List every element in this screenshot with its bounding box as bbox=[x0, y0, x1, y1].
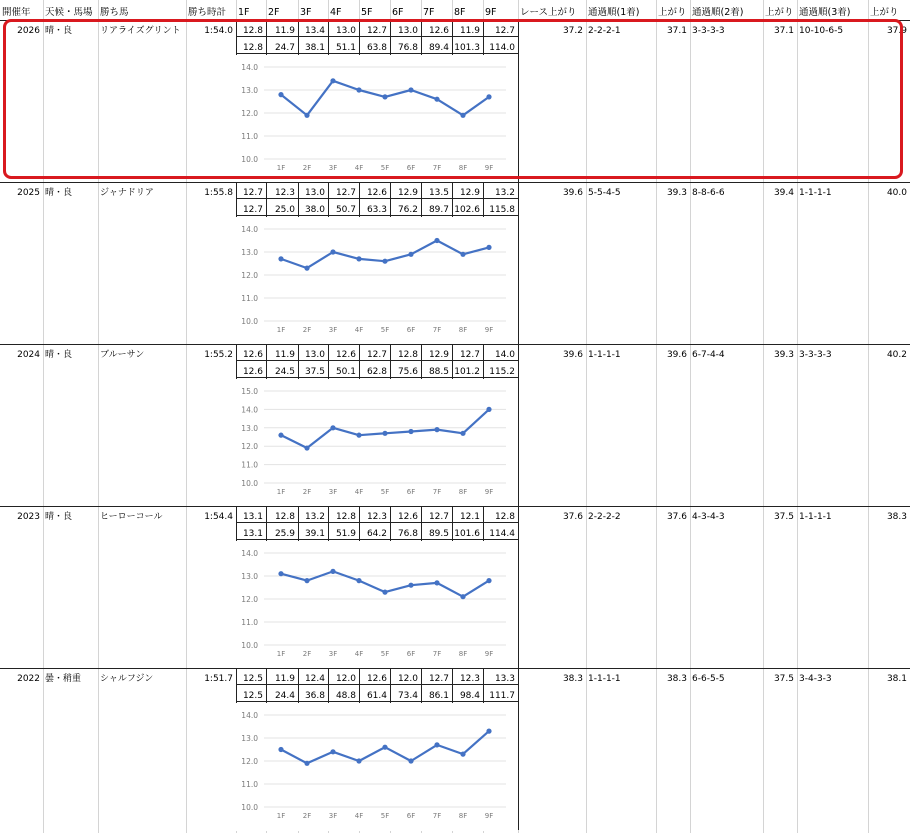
data-point bbox=[486, 407, 491, 412]
x-tick-label: 7F bbox=[432, 164, 442, 172]
column-header: 8F bbox=[454, 7, 466, 18]
data-point bbox=[460, 752, 465, 757]
y-tick-label: 14.0 bbox=[241, 63, 258, 72]
passing-order-3rd: 3-3-3-3 bbox=[799, 350, 832, 360]
lap-chart bbox=[236, 217, 518, 345]
x-tick-label: 2F bbox=[302, 650, 312, 658]
x-tick-label: 8F bbox=[458, 488, 468, 496]
lap-chart bbox=[236, 379, 518, 507]
data-point bbox=[382, 431, 387, 436]
last-3f-2nd: 39.3 bbox=[773, 350, 794, 360]
y-tick-label: 13.0 bbox=[241, 572, 258, 581]
race-last-3f: 38.3 bbox=[562, 674, 583, 684]
data-point bbox=[434, 580, 439, 585]
cumulative-time: 25.0 bbox=[274, 205, 295, 215]
x-tick-label: 7F bbox=[432, 812, 442, 820]
x-tick-label: 3F bbox=[328, 326, 338, 334]
x-tick-label: 6F bbox=[406, 812, 416, 820]
x-tick-label: 8F bbox=[458, 812, 468, 820]
x-tick-label: 9F bbox=[484, 812, 494, 820]
cumulative-time: 89.4 bbox=[428, 43, 449, 53]
data-point bbox=[330, 249, 335, 254]
y-tick-label: 10.0 bbox=[241, 641, 258, 650]
data-point bbox=[486, 729, 491, 734]
race-year: 2024 bbox=[17, 350, 40, 360]
column-header: 7F bbox=[423, 7, 435, 18]
weather-track: 晴・良 bbox=[45, 26, 73, 36]
highlight-box bbox=[3, 19, 903, 179]
column-header: 通過順(2着) bbox=[692, 7, 744, 18]
x-tick-label: 1F bbox=[276, 326, 286, 334]
cumulative-time: 24.5 bbox=[274, 367, 295, 377]
data-point bbox=[330, 749, 335, 754]
lap-time: 12.0 bbox=[397, 674, 418, 684]
lap-time: 13.1 bbox=[242, 512, 263, 522]
x-tick-label: 7F bbox=[432, 650, 442, 658]
lap-column-divider bbox=[518, 668, 519, 830]
y-tick-label: 12.0 bbox=[241, 595, 258, 604]
x-tick-label: 9F bbox=[484, 488, 494, 496]
lap-time: 12.4 bbox=[304, 674, 325, 684]
last-3f-1st: 39.3 bbox=[666, 188, 687, 198]
lap-time: 12.7 bbox=[494, 26, 515, 36]
x-tick-label: 3F bbox=[328, 488, 338, 496]
lap-time: 13.2 bbox=[494, 188, 515, 198]
data-point bbox=[330, 425, 335, 430]
lap-time: 13.4 bbox=[304, 26, 325, 36]
lap-time: 13.0 bbox=[304, 188, 325, 198]
data-point bbox=[460, 594, 465, 599]
lap-time: 13.0 bbox=[304, 350, 325, 360]
data-point bbox=[382, 590, 387, 595]
y-tick-label: 10.0 bbox=[241, 803, 258, 812]
y-tick-label: 14.0 bbox=[241, 549, 258, 558]
winning-time: 1:54.0 bbox=[204, 26, 233, 36]
lap-time: 12.3 bbox=[274, 188, 295, 198]
lap-time: 12.9 bbox=[428, 350, 449, 360]
x-tick-label: 3F bbox=[328, 650, 338, 658]
column-header: 上がり bbox=[870, 7, 899, 18]
race-last-3f: 39.6 bbox=[562, 188, 583, 198]
cumulative-time: 64.2 bbox=[366, 529, 387, 539]
winner-name: リアライズグリント bbox=[100, 26, 181, 36]
data-point bbox=[330, 569, 335, 574]
column-header: 開催年 bbox=[2, 7, 31, 18]
cumulative-time: 73.4 bbox=[397, 691, 418, 701]
x-tick-label: 4F bbox=[354, 164, 364, 172]
weather-track: 曇・稍重 bbox=[45, 674, 82, 684]
lap-chart-svg bbox=[236, 541, 518, 669]
data-point bbox=[460, 252, 465, 257]
passing-order-1st: 1-1-1-1 bbox=[588, 350, 621, 360]
cumulative-time: 111.7 bbox=[489, 691, 515, 701]
cumulative-time: 36.8 bbox=[304, 691, 325, 701]
x-tick-label: 6F bbox=[406, 164, 416, 172]
data-point bbox=[408, 583, 413, 588]
cumulative-time: 63.3 bbox=[366, 205, 387, 215]
cumulative-time: 24.4 bbox=[274, 691, 295, 701]
data-point bbox=[408, 252, 413, 257]
cumulative-time: 76.2 bbox=[397, 205, 418, 215]
x-tick-label: 4F bbox=[354, 650, 364, 658]
row-divider bbox=[0, 182, 910, 183]
lap-time: 12.6 bbox=[397, 512, 418, 522]
x-tick-label: 9F bbox=[484, 326, 494, 334]
last-3f-3rd: 38.3 bbox=[886, 512, 907, 522]
cumulative-time: 24.7 bbox=[274, 43, 295, 53]
lap-time: 12.5 bbox=[242, 674, 263, 684]
lap-column-divider bbox=[518, 344, 519, 506]
cumulative-time: 98.4 bbox=[459, 691, 480, 701]
row-divider bbox=[0, 344, 910, 345]
lap-chart-svg bbox=[236, 217, 518, 345]
weather-track: 晴・良 bbox=[45, 350, 73, 360]
data-point bbox=[382, 259, 387, 264]
winning-time: 1:51.7 bbox=[204, 674, 233, 684]
last-3f-3rd: 37.9 bbox=[886, 26, 907, 36]
x-tick-label: 4F bbox=[354, 812, 364, 820]
y-tick-label: 10.0 bbox=[241, 155, 258, 164]
race-last-3f: 37.2 bbox=[562, 26, 583, 36]
lap-time: 12.1 bbox=[459, 512, 480, 522]
series-line bbox=[281, 241, 489, 269]
column-header: 2F bbox=[268, 7, 280, 18]
winning-time: 1:55.2 bbox=[204, 350, 233, 360]
race-year: 2026 bbox=[17, 26, 40, 36]
x-tick-label: 7F bbox=[432, 488, 442, 496]
cumulative-time: 115.2 bbox=[489, 367, 515, 377]
column-header: 上がり bbox=[658, 7, 687, 18]
passing-order-3rd: 1-1-1-1 bbox=[799, 512, 832, 522]
race-last-3f: 39.6 bbox=[562, 350, 583, 360]
winner-name: ヒーローコール bbox=[100, 512, 163, 522]
cumulative-time: 76.8 bbox=[397, 43, 418, 53]
column-header: 5F bbox=[361, 7, 373, 18]
lap-time: 12.7 bbox=[428, 674, 449, 684]
row-divider bbox=[0, 506, 910, 507]
data-point bbox=[486, 578, 491, 583]
x-tick-label: 9F bbox=[484, 650, 494, 658]
data-point bbox=[356, 578, 361, 583]
lap-time: 12.7 bbox=[242, 188, 263, 198]
lap-time: 12.7 bbox=[335, 188, 356, 198]
lap-time: 11.9 bbox=[459, 26, 480, 36]
lap-time: 12.6 bbox=[335, 350, 356, 360]
x-tick-label: 6F bbox=[406, 650, 416, 658]
data-point bbox=[408, 429, 413, 434]
y-tick-label: 12.0 bbox=[241, 442, 258, 452]
data-point bbox=[434, 238, 439, 243]
x-tick-label: 3F bbox=[328, 812, 338, 820]
x-tick-label: 5F bbox=[380, 326, 390, 334]
data-point bbox=[278, 433, 283, 438]
x-tick-label: 2F bbox=[302, 488, 312, 496]
cumulative-time: 50.1 bbox=[335, 367, 356, 377]
y-tick-label: 12.0 bbox=[241, 757, 258, 766]
data-point bbox=[278, 571, 283, 576]
cumulative-time: 89.7 bbox=[428, 205, 449, 215]
winner-name: シャルフジン bbox=[100, 674, 154, 684]
cumulative-time: 25.9 bbox=[274, 529, 295, 539]
x-tick-label: 8F bbox=[458, 164, 468, 172]
y-tick-label: 10.0 bbox=[241, 317, 258, 326]
lap-chart bbox=[236, 541, 518, 669]
data-point bbox=[356, 758, 361, 763]
x-tick-label: 5F bbox=[380, 650, 390, 658]
weather-track: 晴・良 bbox=[45, 188, 73, 198]
y-tick-label: 14.0 bbox=[241, 405, 258, 415]
last-3f-1st: 38.3 bbox=[666, 674, 687, 684]
y-tick-label: 11.0 bbox=[241, 294, 258, 303]
column-header: 1F bbox=[238, 7, 250, 18]
race-last-3f: 37.6 bbox=[562, 512, 583, 522]
last-3f-1st: 37.6 bbox=[666, 512, 687, 522]
lap-time: 12.7 bbox=[428, 512, 449, 522]
x-tick-label: 2F bbox=[302, 164, 312, 172]
row-divider bbox=[0, 668, 910, 669]
lap-time: 12.7 bbox=[366, 26, 387, 36]
lap-time: 12.8 bbox=[242, 26, 263, 36]
cumulative-time: 37.5 bbox=[304, 367, 325, 377]
cumulative-time: 62.8 bbox=[366, 367, 387, 377]
cumulative-time: 88.5 bbox=[428, 367, 449, 377]
winning-time: 1:55.8 bbox=[204, 188, 233, 198]
column-header: 9F bbox=[485, 7, 497, 18]
cumulative-time: 12.7 bbox=[242, 205, 263, 215]
y-tick-label: 13.0 bbox=[241, 734, 258, 743]
y-tick-label: 12.0 bbox=[241, 271, 258, 280]
lap-time: 11.9 bbox=[274, 350, 295, 360]
last-3f-2nd: 39.4 bbox=[773, 188, 794, 198]
lap-time: 11.9 bbox=[274, 674, 295, 684]
data-point bbox=[356, 256, 361, 261]
data-point bbox=[408, 758, 413, 763]
lap-time: 14.0 bbox=[494, 350, 515, 360]
lap-time: 12.9 bbox=[459, 188, 480, 198]
data-point bbox=[382, 745, 387, 750]
y-tick-label: 13.0 bbox=[241, 423, 258, 433]
weather-track: 晴・良 bbox=[45, 512, 73, 522]
passing-order-2nd: 3-3-3-3 bbox=[692, 26, 725, 36]
cumulative-time: 63.8 bbox=[366, 43, 387, 53]
passing-order-1st: 5-5-4-5 bbox=[588, 188, 621, 198]
last-3f-2nd: 37.1 bbox=[773, 26, 794, 36]
lap-column-divider bbox=[518, 506, 519, 668]
lap-time: 12.9 bbox=[397, 188, 418, 198]
lap-time: 12.3 bbox=[459, 674, 480, 684]
passing-order-3rd: 10-10-6-5 bbox=[799, 26, 844, 36]
cumulative-time: 76.8 bbox=[397, 529, 418, 539]
cumulative-time: 38.1 bbox=[304, 43, 325, 53]
cumulative-time: 12.8 bbox=[242, 43, 263, 53]
last-3f-2nd: 37.5 bbox=[773, 674, 794, 684]
column-header: 3F bbox=[300, 7, 312, 18]
column-header: 6F bbox=[392, 7, 404, 18]
y-tick-label: 14.0 bbox=[241, 225, 258, 234]
y-tick-label: 13.0 bbox=[241, 248, 258, 257]
y-tick-label: 10.0 bbox=[241, 479, 258, 488]
x-tick-label: 1F bbox=[276, 650, 286, 658]
lap-time: 12.7 bbox=[366, 350, 387, 360]
lap-time: 12.8 bbox=[397, 350, 418, 360]
cumulative-time: 75.6 bbox=[397, 367, 418, 377]
passing-order-1st: 2-2-2-1 bbox=[588, 26, 621, 36]
x-tick-label: 1F bbox=[276, 488, 286, 496]
cumulative-time: 114.0 bbox=[489, 43, 515, 53]
lap-time: 12.6 bbox=[366, 188, 387, 198]
cumulative-time: 51.1 bbox=[335, 43, 356, 53]
passing-order-2nd: 8-8-6-6 bbox=[692, 188, 725, 198]
y-tick-label: 15.0 bbox=[241, 387, 258, 396]
data-point bbox=[304, 445, 309, 450]
x-tick-label: 4F bbox=[354, 488, 364, 496]
last-3f-2nd: 37.5 bbox=[773, 512, 794, 522]
cumulative-time: 101.2 bbox=[454, 367, 480, 377]
x-tick-label: 6F bbox=[406, 488, 416, 496]
column-header: 勝ち時計 bbox=[188, 7, 227, 18]
y-tick-label: 11.0 bbox=[241, 618, 258, 627]
x-tick-label: 8F bbox=[458, 326, 468, 334]
y-tick-label: 11.0 bbox=[241, 780, 258, 789]
last-3f-3rd: 38.1 bbox=[886, 674, 907, 684]
x-tick-label: 1F bbox=[276, 164, 286, 172]
lap-time: 12.6 bbox=[428, 26, 449, 36]
passing-order-1st: 1-1-1-1 bbox=[588, 674, 621, 684]
lap-time: 13.3 bbox=[494, 674, 515, 684]
column-header: レース上がり bbox=[520, 7, 577, 18]
winner-name: ジャナドリア bbox=[100, 188, 154, 198]
passing-order-1st: 2-2-2-2 bbox=[588, 512, 621, 522]
passing-order-2nd: 6-7-4-4 bbox=[692, 350, 725, 360]
data-point bbox=[486, 245, 491, 250]
lap-column-divider bbox=[518, 182, 519, 344]
lap-time: 12.0 bbox=[335, 674, 356, 684]
cumulative-time: 114.4 bbox=[489, 529, 515, 539]
lap-time: 13.0 bbox=[397, 26, 418, 36]
data-point bbox=[434, 427, 439, 432]
lap-time: 12.8 bbox=[274, 512, 295, 522]
lap-time: 12.6 bbox=[366, 674, 387, 684]
column-header: 天候・馬場 bbox=[45, 7, 93, 18]
cumulative-time: 39.1 bbox=[304, 529, 325, 539]
passing-order-3rd: 1-1-1-1 bbox=[799, 188, 832, 198]
data-point bbox=[460, 431, 465, 436]
x-tick-label: 7F bbox=[432, 326, 442, 334]
lap-chart-svg bbox=[236, 379, 518, 507]
cumulative-time: 13.1 bbox=[242, 529, 263, 539]
lap-time: 11.9 bbox=[274, 26, 295, 36]
data-point bbox=[304, 578, 309, 583]
data-point bbox=[356, 433, 361, 438]
lap-time: 12.3 bbox=[366, 512, 387, 522]
cumulative-time: 86.1 bbox=[428, 691, 449, 701]
cumulative-time: 61.4 bbox=[366, 691, 387, 701]
y-tick-label: 13.0 bbox=[241, 86, 258, 95]
cumulative-time: 102.6 bbox=[454, 205, 480, 215]
last-3f-3rd: 40.0 bbox=[886, 188, 907, 198]
race-year: 2022 bbox=[17, 674, 40, 684]
column-header: 4F bbox=[330, 7, 342, 18]
lap-time: 13.5 bbox=[428, 188, 449, 198]
x-tick-label: 9F bbox=[484, 164, 494, 172]
lap-chart-svg bbox=[236, 703, 518, 831]
passing-order-3rd: 3-4-3-3 bbox=[799, 674, 832, 684]
data-point bbox=[304, 761, 309, 766]
lap-time: 13.0 bbox=[335, 26, 356, 36]
cumulative-time: 48.8 bbox=[335, 691, 356, 701]
column-header: 上がり bbox=[765, 7, 794, 18]
x-tick-label: 8F bbox=[458, 650, 468, 658]
last-3f-1st: 37.1 bbox=[666, 26, 687, 36]
x-tick-label: 1F bbox=[276, 812, 286, 820]
cumulative-time: 38.0 bbox=[304, 205, 325, 215]
x-tick-label: 3F bbox=[328, 164, 338, 172]
x-tick-label: 5F bbox=[380, 164, 390, 172]
passing-order-2nd: 4-3-4-3 bbox=[692, 512, 725, 522]
y-tick-label: 11.0 bbox=[241, 460, 258, 470]
y-tick-label: 12.0 bbox=[241, 109, 258, 118]
x-tick-label: 2F bbox=[302, 326, 312, 334]
y-tick-label: 11.0 bbox=[241, 132, 258, 141]
cumulative-time: 115.8 bbox=[489, 205, 515, 215]
series-line bbox=[281, 409, 489, 448]
cumulative-time: 12.6 bbox=[242, 367, 263, 377]
last-3f-3rd: 40.2 bbox=[886, 350, 907, 360]
lap-chart bbox=[236, 703, 518, 831]
cumulative-time: 50.7 bbox=[335, 205, 356, 215]
x-tick-label: 6F bbox=[406, 326, 416, 334]
winning-time: 1:54.4 bbox=[204, 512, 233, 522]
data-point bbox=[278, 747, 283, 752]
cumulative-time: 101.3 bbox=[454, 43, 480, 53]
lap-time: 13.2 bbox=[304, 512, 325, 522]
lap-time: 12.8 bbox=[335, 512, 356, 522]
race-year: 2023 bbox=[17, 512, 40, 522]
data-point bbox=[304, 266, 309, 271]
column-header: 通過順(3着) bbox=[799, 7, 851, 18]
x-tick-label: 4F bbox=[354, 326, 364, 334]
cumulative-time: 89.5 bbox=[428, 529, 449, 539]
cumulative-time: 12.5 bbox=[242, 691, 263, 701]
column-header: 勝ち馬 bbox=[100, 7, 129, 18]
winner-name: ブルーサン bbox=[100, 350, 145, 360]
cumulative-time: 51.9 bbox=[335, 529, 356, 539]
passing-order-2nd: 6-6-5-5 bbox=[692, 674, 725, 684]
data-point bbox=[434, 742, 439, 747]
x-tick-label: 2F bbox=[302, 812, 312, 820]
lap-time: 12.6 bbox=[242, 350, 263, 360]
column-header: 通過順(1着) bbox=[588, 7, 640, 18]
lap-time: 12.7 bbox=[459, 350, 480, 360]
lap-time: 12.8 bbox=[494, 512, 515, 522]
cumulative-time: 101.6 bbox=[454, 529, 480, 539]
data-point bbox=[278, 256, 283, 261]
last-3f-1st: 39.6 bbox=[666, 350, 687, 360]
race-year: 2025 bbox=[17, 188, 40, 198]
y-tick-label: 14.0 bbox=[241, 711, 258, 720]
x-tick-label: 5F bbox=[380, 812, 390, 820]
x-tick-label: 5F bbox=[380, 488, 390, 496]
